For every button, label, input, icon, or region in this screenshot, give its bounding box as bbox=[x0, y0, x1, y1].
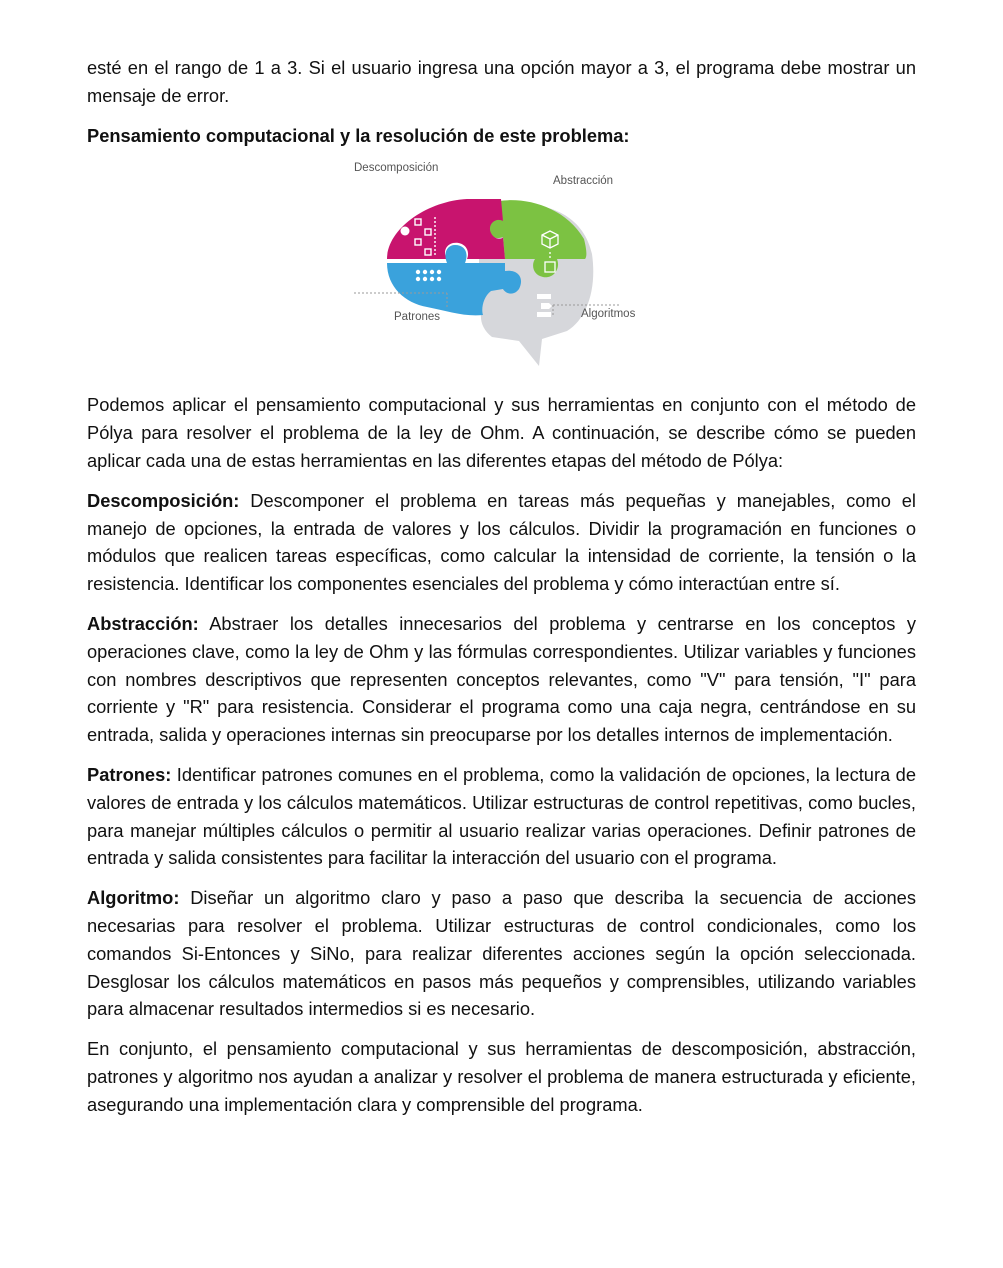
text-patrones: Identificar patrones comunes en el problema, como la validación de opciones, la lectura de valores de entrada y los cálculos matemáticos. Utilizar estructuras de control repetitivas, como bucles, para manejar múltiples cálculos o permitir al usuario realizar varias operaciones. Definir patrones de entrada y salida consistentes para facilitar la interacción del usuario con el programa. bbox=[87, 763, 916, 869]
term-algoritmo: Algoritmo: bbox=[87, 887, 180, 909]
document-body bbox=[87, 54, 916, 1131]
paragraph-abstraccion bbox=[87, 610, 916, 749]
algoritmos-label: Algoritmos bbox=[581, 308, 636, 321]
abstraccion-label: Abstracción bbox=[553, 175, 614, 188]
term-abstraccion: Abstracción: bbox=[87, 612, 199, 634]
paragraph-continuation: esté en el rango de 1 a 3. Si el usuario ingresa una opción mayor a 3, el programa debe mostrar un mensaje de error. bbox=[87, 57, 916, 106]
paragraph-intro: Podemos aplicar el pensamiento computacional y sus herramientas en conjunto con el método de Pólya para resolver el problema de la ley de Ohm. A continuación, se describe cómo se pueden aplicar cada una de estas herramientas en las diferentes etapas del método de Pólya: bbox=[87, 394, 916, 471]
text-abstraccion: Abstraer los detalles innecesarios del problema y centrarse en los conceptos y operaciones clave, como la ley de Ohm y las fórmulas correspondientes. Utilizar variables y funciones con nombres descriptivos que representen conceptos relevantes, como "V" para tensión, "I" para corriente y "R" para resistencia. Considerar el programa como una caja negra, centrándose en su entrada, salida y operaciones internas sin preocuparse por los detalles internos de implementación. bbox=[87, 612, 916, 746]
paragraph-algoritmo bbox=[87, 884, 916, 1023]
brain-puzzle-illustration bbox=[87, 159, 916, 373]
patrones-label: Patrones bbox=[394, 311, 441, 324]
text-algoritmo: Diseñar un algoritmo claro y paso a paso que describa la secuencia de acciones necesarias para resolver el problema. Utilizar estructuras de control condicionales, como los comandos Si-Entonces y SiNo, para realizar diferentes acciones según la opción seleccionada. Desglosar los cálculos matemáticos en pasos más pequeños y comprensibles, utilizando variables para almacenar resultados intermedios si es necesario. bbox=[87, 887, 916, 1020]
paragraph-patrones bbox=[87, 761, 916, 872]
paragraph-final: En conjunto, el pensamiento computacional y sus herramientas de descomposición, abstracción, patrones y algoritmo nos ayudan a analizar y resolver el problema de manera estructurada y eficiente, asegurando una implementación clara y comprensible del programa. bbox=[87, 1038, 916, 1115]
section-heading: Pensamiento computacional y la resolución de este problema: bbox=[87, 124, 630, 146]
brain-puzzle-figure bbox=[87, 159, 916, 373]
text-descomposicion: Descomponer el problema en tareas más pequeñas y manejables, como el manejo de opciones, la entrada de valores y los cálculos. Dividir la programación en funciones o módulos que realicen tareas específicas, como calcular la intensidad de corriente, la tensión o la resistencia. Identificar los componentes esenciales del problema y cómo interactúan entre sí. bbox=[87, 489, 916, 595]
descomposicion-label: Descomposición bbox=[354, 162, 439, 175]
term-descomposicion: Descomposición: bbox=[87, 489, 240, 511]
paragraph-descomposicion bbox=[87, 487, 916, 598]
term-patrones: Patrones: bbox=[87, 763, 172, 785]
